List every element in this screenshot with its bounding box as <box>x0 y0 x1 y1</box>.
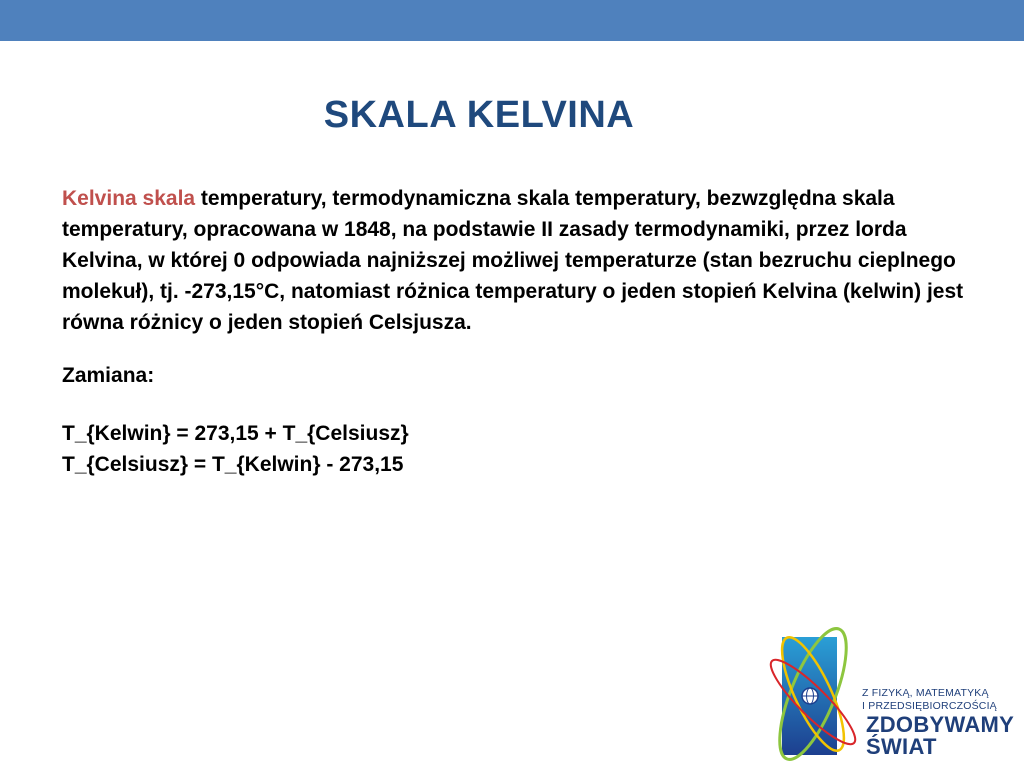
slide-title: SKALA KELVINA <box>323 94 635 136</box>
logo-brand-line2: ŚWIAT <box>866 734 937 759</box>
logo-tagline-line1: Z FIZYKĄ, MATEMATYKĄ <box>862 687 989 699</box>
logo-tagline-line2: I PRZEDSIĘBIORCZOŚCIĄ <box>862 700 997 712</box>
formula-celsius: T_{Celsiusz} = T_{Kelwin} - 273,15 <box>62 453 404 476</box>
logo-brand-line1: ZDOBYWAMY <box>866 712 1015 737</box>
highlighted-term: Kelvina skala <box>62 187 196 210</box>
intro-paragraph <box>62 183 967 338</box>
conversion-label: Zamiana: <box>62 364 155 387</box>
formula-list <box>62 418 967 480</box>
globe-icon <box>802 688 818 704</box>
formula-kelvin: T_{Kelwin} = 273,15 + T_{Celsiusz} <box>62 422 409 445</box>
slide-content <box>62 183 967 480</box>
intro-text: temperatury, termodynamiczna skala temperatury, bezwzględna skala temperatury, opracowana w 1848, na podstawie II zasady termodynamiki, przez lorda Kelvina, w której 0 odpowiada najniższej możliwej temperaturze (stan bezruchu cieplnego molekuł), tj. -273,15°C, natomiast różnica temperatury o jeden stopień Kelvina (kelwin) jest równa różnicy o jeden stopień Celsjusza. <box>62 187 964 334</box>
top-header-band <box>0 0 1024 41</box>
